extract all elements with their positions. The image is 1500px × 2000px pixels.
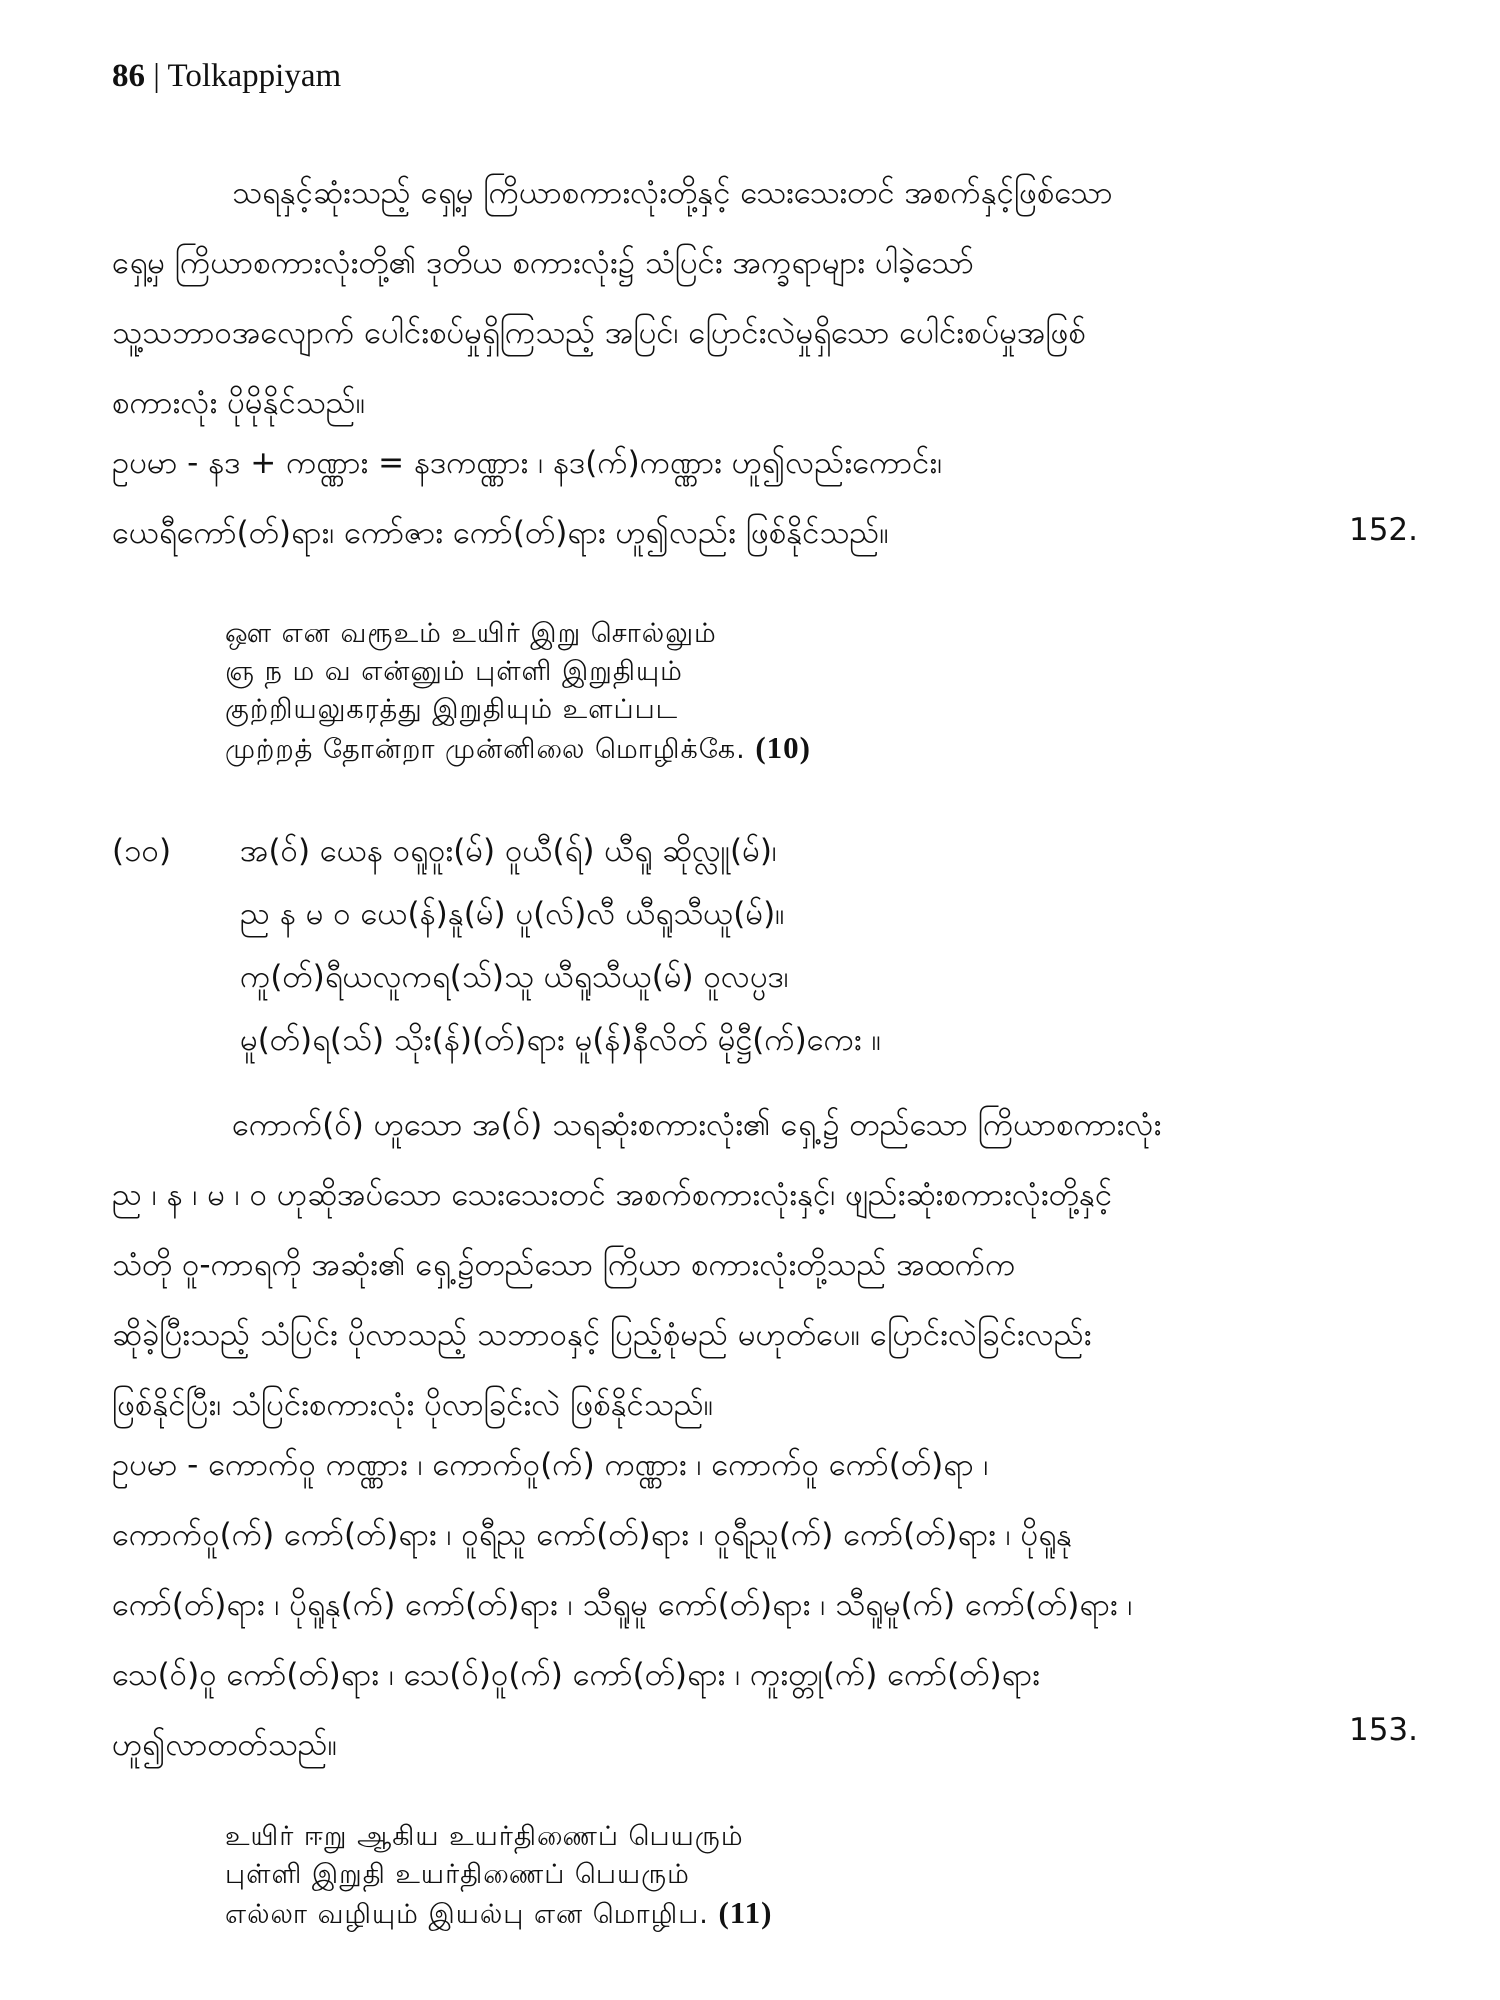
tamil-line: ஞ ந ம வ என்னும் புள்ளி இறுதியும் (225, 656, 683, 687)
tamil-line: எல்லா வழியும் இயல்பு என மொழிப. (225, 1899, 709, 1930)
example-line: ဟူ၍လာတတ်သည်။ (112, 1727, 338, 1763)
example-line: ကော်(တ်)ရား ၊ ပိုရူနု(က်) ကော်(တ်)ရား ၊ သီရူမူ ကော်(တ်)ရား ၊ သီရူမူ(က်) ကော်(တ်)ရား ၊ (112, 1587, 1133, 1623)
paragraph-line: ကောက်(ဝ်) ဟူသော အ(ဝ်) သရဆုံးစကားလုံး၏ ရှေ့၌ တည်သော ကြိယာစကားလုံး (232, 1107, 1162, 1143)
paragraph-line: သူ့သဘာဝအလျောက် ပေါင်းစပ်မှုရှိကြသည့် အပြင်၊ ပြောင်းလဲမှုရှိသော ပေါင်းစပ်မှုအဖြစ် (112, 315, 1086, 351)
tamil-line: குற்றியலுகரத்து இறுதியும் உளப்பட (225, 694, 679, 725)
paragraph-1 (112, 158, 1424, 438)
verse-line: မူ(တ်)ရ(သ်) သိုး(န်)(တ်)ရား မူ(န်)နီလိတ် မိုဋ္ဌီ(က်)ကေး ။ (240, 1022, 882, 1058)
verse-label: (၁၀) (112, 833, 172, 869)
paragraph-2 (112, 1090, 1424, 1440)
tamil-line: ஔ என வரூஉம் உயிர் இறு சொல்லும் (225, 618, 717, 649)
header-separator: | (145, 58, 168, 94)
paragraph-line: စကားလုံး ပိုမိုနိုင်သည်။ (112, 385, 366, 421)
verse-line: အ(ဝ်) ယေန ဝရူဝူး(မ်) ဝူယီ(ရ်) ယီရူ ဆိုလ္လူ(မ်)၊ (240, 833, 777, 869)
paragraph-line: ည ၊ န ၊ မ ၊ ဝ ဟုဆိုအပ်သော သေးသေးတင် အစက်စကားလုံးနှင့်၊ ဖျည်းဆုံးစကားလုံးတို့နှင့် (112, 1177, 1113, 1213)
example-line: ယေရီကော်(တ်)ရား၊ ကော်ဇား ကော်(တ်)ရား ဟူ၍လည်း ဖြစ်နိုင်သည်။ (112, 515, 889, 551)
paragraph-line: သရနှင့်ဆုံးသည့် ရှေ့မှ ကြိယာစကားလုံးတို့နှင့် သေးသေးတင် အစက်နှင့်ဖြစ်သော (232, 175, 1113, 211)
example-line: ဥပမာ - ကောက်ဝူ ကဏ္ဏား ၊ ကောက်ဝူ(က်) ကဏ္ဏား ၊ ကောက်ဝူ ကော်(တ်)ရာ ၊ (112, 1447, 989, 1483)
reference-number: 153. (1348, 1712, 1418, 1748)
book-title: Tolkappiyam (167, 58, 342, 94)
example-line: ကောက်ဝူ(က်) ကော်(တ်)ရား ၊ ဝူရီညူ ကော်(တ်)ရား ၊ ဝူရီညူ(က်) ကော်(တ်)ရား ၊ ပိုရူနု (112, 1517, 1073, 1553)
paragraph-line: သံတို ဝူ-ကာရကို အဆုံး၏ ရှေ့၌တည်သော ကြိယာ စကားလုံးတို့သည် အထက်က (112, 1247, 1016, 1283)
page-header (112, 58, 341, 95)
tamil-verse-1 (225, 615, 811, 769)
verse-line: ည န မ ဝ ယေ(န်)နူ(မ်) ပူ(လ်)လီ ယီရူသီယူ(မ်)။ (240, 896, 785, 932)
tamil-line: உயிர் ஈறு ஆகிய உயர்திணைப் பெயரும் (225, 1821, 744, 1852)
tamil-line: புள்ளி இறுதி உயர்திணைப் பெயரும் (225, 1859, 690, 1890)
tamil-line: முற்றத் தோன்றா முன்னிலை மொழிக்கே. (225, 734, 746, 765)
page-number: 86 (112, 58, 145, 94)
example-2 (112, 1430, 1424, 1780)
tamil-verse-2 (225, 1818, 772, 1934)
example-1 (112, 428, 1424, 568)
example-line: ဥပမာ - နဒ + ကဏ္ဏား = နဒကဏ္ဏား ၊ နဒ(က်)ကဏ္ဏား ဟူ၍လည်းကောင်း၊ (112, 445, 943, 481)
verse-number: (10) (755, 730, 811, 765)
paragraph-line: ဖြစ်နိုင်ပြီး၊ သံပြင်းစကားလုံး ပိုလာခြင်းလဲ ဖြစ်နိုင်သည်။ (112, 1387, 714, 1423)
paragraph-line: ရှေ့မှ ကြိယာစကားလုံးတို့၏ ဒုတိယ စကားလုံး၌ သံပြင်း အက္ခရာများ ပါခဲ့သော် (112, 245, 974, 281)
example-line: သေ(ဝ်)ဝူ ကော်(တ်)ရား ၊ သေ(ဝ်)ဝူ(က်) ကော်(တ်)ရား ၊ ကူးတ္တု(က်) ကော်(တ်)ရား (112, 1657, 1040, 1693)
transliterated-verse (112, 820, 881, 1072)
verse-line: ကူ(တ်)ရီယလူကရ(သ်)သူ ယီရူသီယူ(မ်) ဝူလပ္ပဒ၊ (240, 959, 789, 995)
reference-number: 152. (1348, 512, 1418, 548)
verse-number: (11) (718, 1895, 773, 1930)
paragraph-line: ဆိုခဲ့ပြီးသည့် သံပြင်း ပိုလာသည့် သဘာဝနှင့် ပြည့်စုံမည် မဟုတ်ပေ။ ပြောင်းလဲခြင်းလည်း (112, 1317, 1092, 1353)
